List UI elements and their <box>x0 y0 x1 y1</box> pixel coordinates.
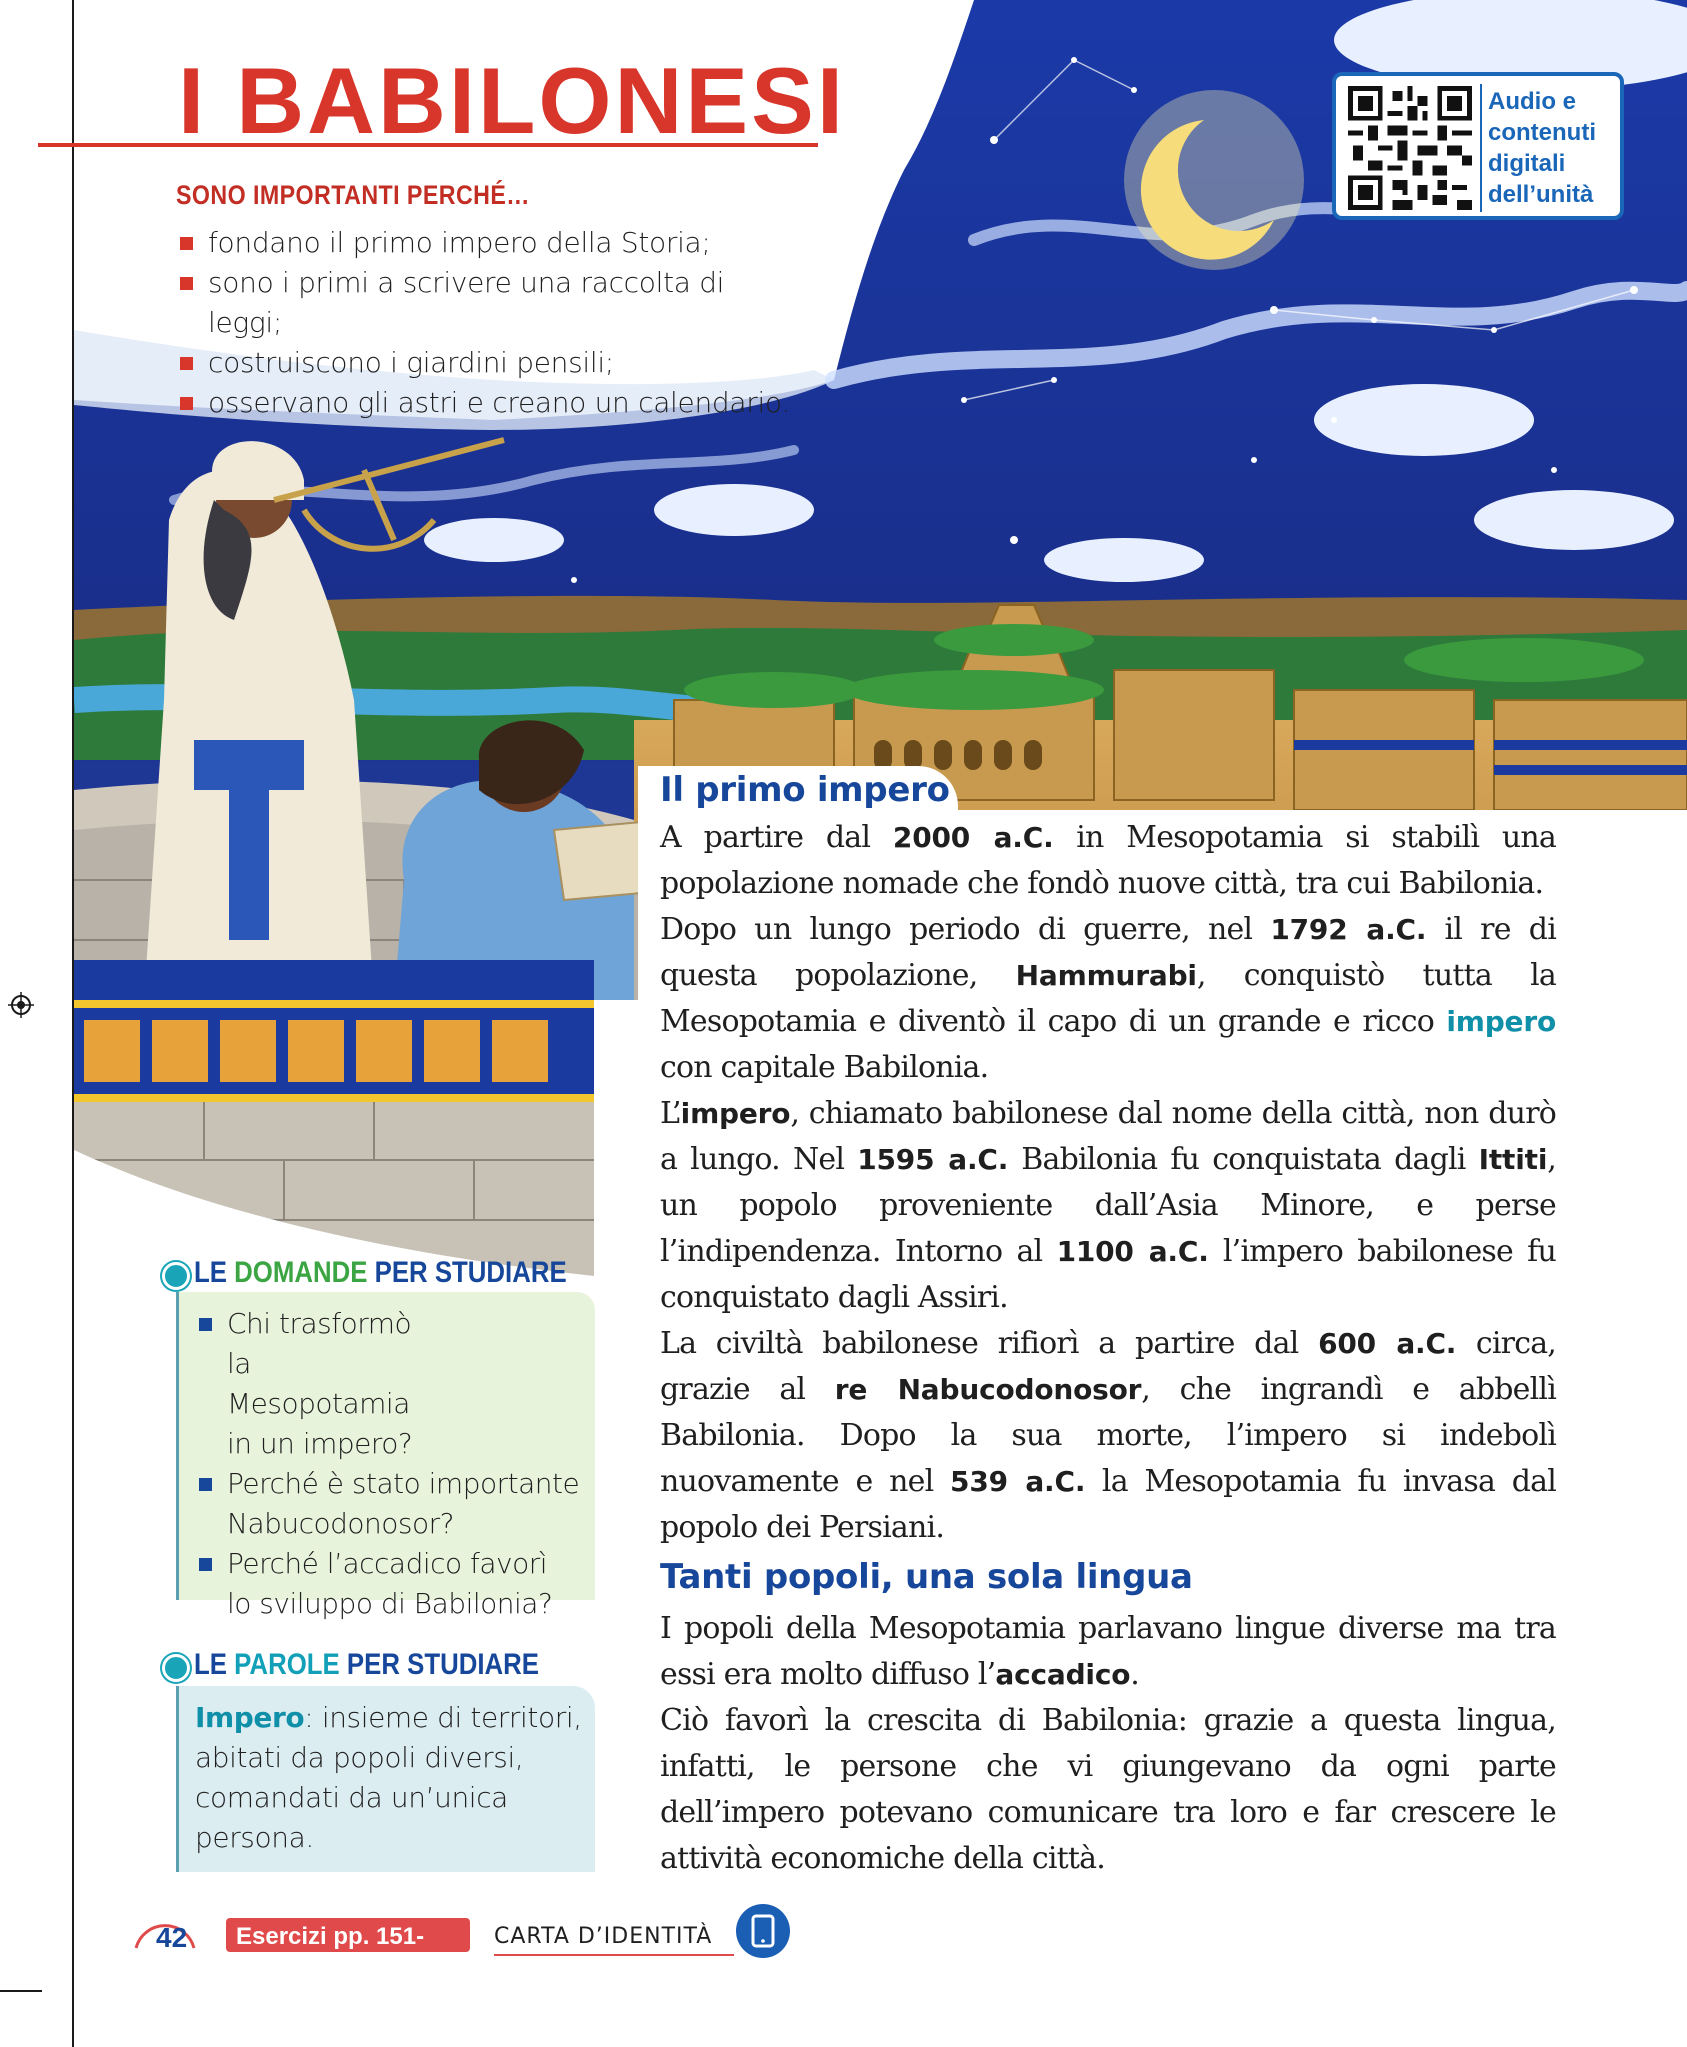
glossary-term-impero[interactable]: impero <box>1446 1005 1556 1038</box>
bold-date: 1595 a.C. <box>857 1143 1009 1176</box>
bold-date: 2000 a.C. <box>892 821 1054 854</box>
bold-name: re Nabucodonosor <box>834 1373 1142 1406</box>
text-run: , conquistò tutta la Mesopotamia e diventò il capo di un grande e ricco <box>660 958 1556 1039</box>
exercises-link[interactable]: Esercizi pp. 151-153 <box>226 1918 470 1952</box>
digital-content-label <box>1488 86 1618 210</box>
bold-date: 1792 a.C. <box>1270 913 1427 946</box>
text-run: la Mesopotamia fu invasa dal popolo dei Persiani. <box>660 1464 1557 1545</box>
text-run: , che ingrandì e abbellì Babilonia. Dopo la sua morte, l’impero si indebolì nuovamente e nel <box>660 1372 1556 1499</box>
importance-item: costruiscono i giardini pensili; <box>180 343 800 383</box>
paragraph-2 <box>660 907 1556 1091</box>
text-run: , chiamato babilonese dal nome della città, non durò a lungo. Nel <box>660 1096 1556 1177</box>
importance-box <box>160 180 800 423</box>
text-run: I popoli della Mesopotamia parlavano lingue diverse ma tra essi era molto diffuso l’ <box>660 1611 1556 1692</box>
paragraph-4 <box>660 1321 1556 1551</box>
bold-date: 539 a.C. <box>950 1465 1086 1498</box>
importance-item: sono i primi a scrivere una raccolta di leggi; <box>180 263 800 343</box>
bold-date: 600 a.C. <box>1318 1327 1457 1360</box>
words-box <box>176 1686 595 1872</box>
heading-highlight: DOMANDE <box>234 1256 368 1289</box>
registration-mark-icon <box>8 992 34 1018</box>
paragraph-6 <box>660 1698 1556 1882</box>
words-heading <box>194 1648 539 1682</box>
page-title: I BABILONESI <box>178 48 846 153</box>
tower-frieze-illustration <box>74 1000 634 1300</box>
text-run: Dopo un lungo periodo di guerre, nel <box>660 912 1271 947</box>
text-run: circa, grazie al <box>660 1326 1557 1407</box>
text-run: con capitale Babilonia. <box>660 1050 989 1085</box>
id-card-underline <box>494 1954 734 1956</box>
heading-highlight: PAROLE <box>234 1648 340 1681</box>
bold-name: Hammurabi <box>1015 959 1197 992</box>
digital-label-line: Audio e <box>1488 88 1576 115</box>
text-run: La civiltà babilonese rifiorì a partire dal <box>660 1326 1319 1361</box>
text-run: Babilonia fu conquistata dagli <box>1008 1142 1479 1177</box>
heading-part: PER STUDIARE <box>367 1256 567 1289</box>
tablet-icon[interactable] <box>734 1902 792 1960</box>
paragraph-3 <box>660 1091 1556 1321</box>
bullet-dot-icon <box>162 1654 190 1682</box>
section-title-lingua: Tanti popoli, una sola lingua <box>660 1557 1193 1597</box>
questions-heading <box>194 1256 567 1290</box>
bold-name: Ittiti <box>1478 1143 1548 1176</box>
glossary-definition <box>179 1686 595 1858</box>
importance-item: fondano il primo impero della Storia; <box>180 223 800 263</box>
importance-list <box>160 223 800 423</box>
bold-term: impero <box>680 1097 791 1130</box>
questions-list <box>179 1292 595 1624</box>
bold-term: accadico <box>995 1658 1131 1691</box>
paragraph-5 <box>660 1606 1556 1698</box>
digital-label-line: contenuti <box>1488 119 1596 146</box>
text-run: l’impero babilonese fu conquistato dagli Assiri. <box>660 1234 1556 1315</box>
section-title-primo-impero: Il primo impero <box>660 770 950 810</box>
question-item: Perché è stato importante Nabucodonosor? <box>199 1464 587 1544</box>
text-run: in Mesopotamia si stabilì una popolazione nomade che fondò nuove città, tra cui Babilonia. <box>660 820 1556 901</box>
heading-part: PER STUDIARE <box>339 1648 540 1681</box>
text-run: , un popolo proveniente dall’Asia Minore, e perse l’indipendenza. Intorno al <box>660 1142 1556 1269</box>
question-item: Chi trasformò la Mesopotamia in un impero? <box>199 1304 437 1464</box>
text-run: L’ <box>660 1096 681 1131</box>
glossary-text: : insieme di territori, abitati da popoli diversi, comandati da un’unica persona. <box>195 1701 582 1854</box>
page-number: 42 <box>156 1922 188 1953</box>
importance-item: osservano gli astri e creano un calendario. <box>180 383 800 423</box>
crop-mark <box>0 1990 42 1992</box>
text-run: A partire dal <box>660 820 893 855</box>
digital-label-line: dell’unità <box>1488 181 1594 208</box>
bullet-dot-icon <box>162 1262 190 1290</box>
bold-date: 1100 a.C. <box>1056 1235 1209 1268</box>
digital-label-line: digitali <box>1488 150 1566 177</box>
text-run: il re di questa popolazione, <box>660 912 1556 993</box>
id-card-link[interactable]: CARTA D’IDENTITÀ <box>494 1924 713 1949</box>
heading-part: LE <box>194 1256 235 1289</box>
paragraph-1 <box>660 815 1556 907</box>
question-item: Perché l’accadico favorì lo sviluppo di Babilonia? <box>199 1544 557 1624</box>
text-run: Ciò favorì la crescita di Babilonia: grazie a questa lingua, infatti, le persone che vi giungevano da ogni parte dell’impero potevano comunicare tra loro e far crescere le attività economiche della città. <box>660 1703 1556 1876</box>
importance-heading: SONO IMPORTANTI PERCHÉ… <box>176 180 530 210</box>
qr-code-icon[interactable] <box>1348 86 1472 210</box>
text-run: . <box>1130 1657 1140 1692</box>
glossary-term: Impero <box>195 1701 305 1734</box>
questions-box <box>176 1292 595 1620</box>
digital-content-box[interactable] <box>1332 72 1624 220</box>
heading-part: LE <box>194 1648 235 1681</box>
qr-divider <box>1480 84 1482 212</box>
